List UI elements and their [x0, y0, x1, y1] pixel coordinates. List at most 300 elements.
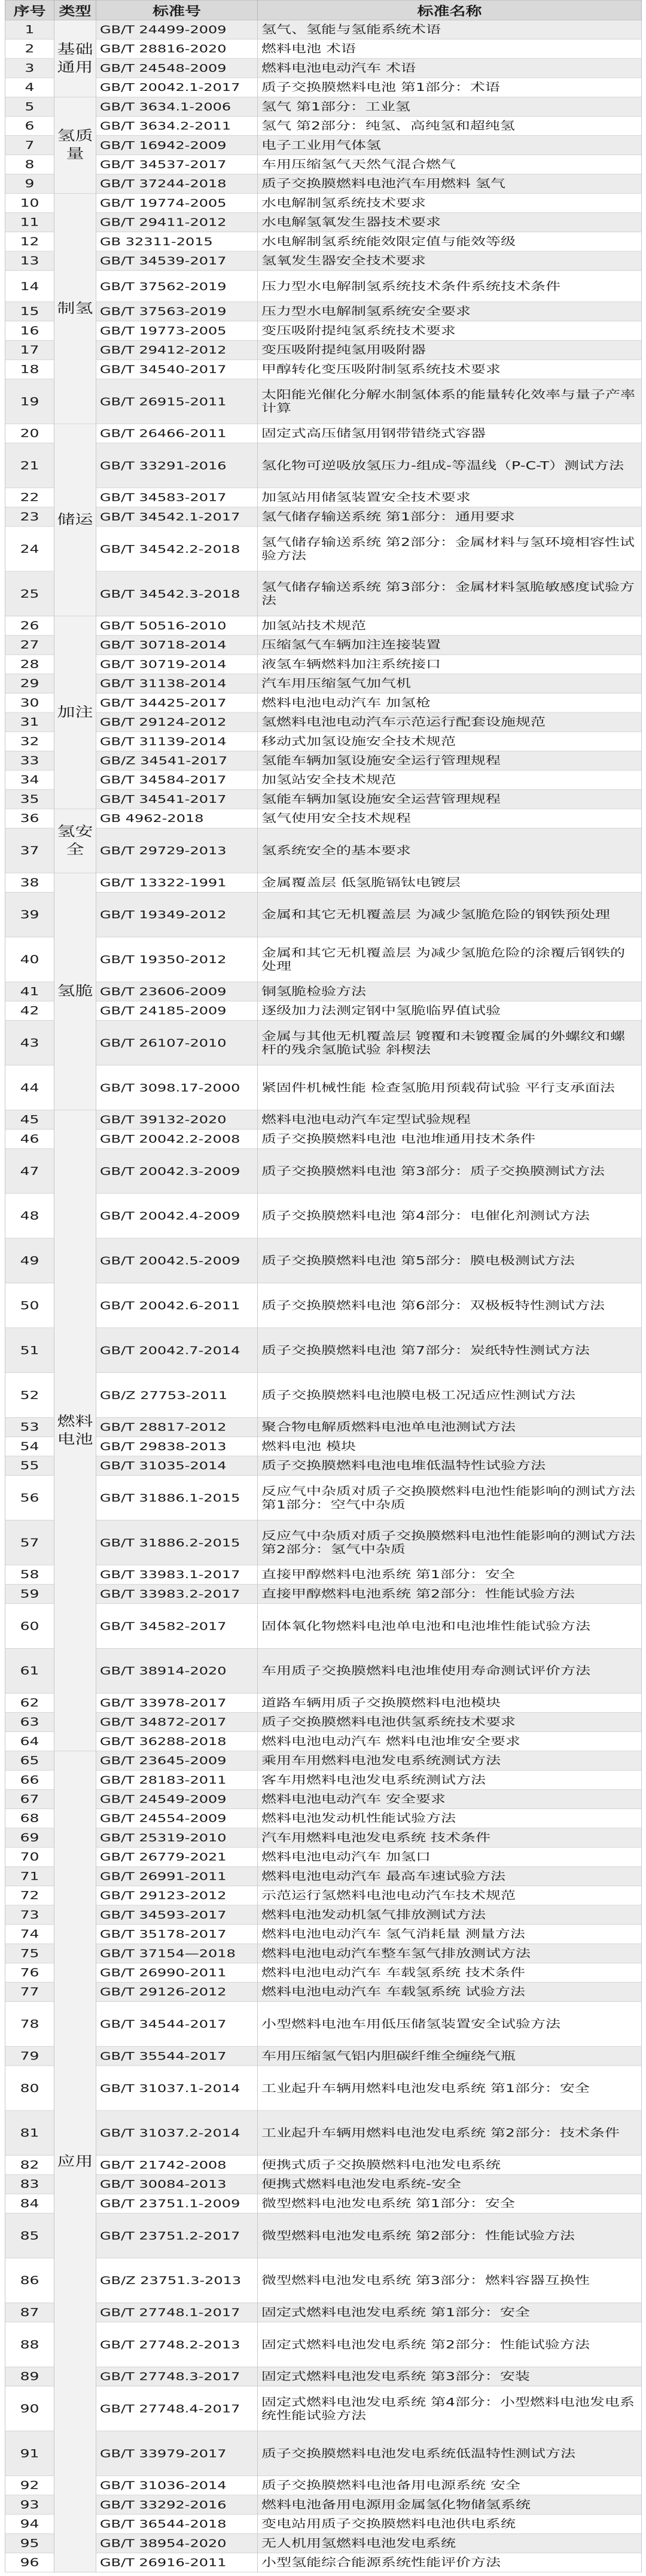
cell-standard-code: GB/T 31138-2014 [96, 674, 258, 693]
cell-standard-code: GB/T 34542.2-2018 [96, 526, 258, 571]
cell-standard-code: GB/T 34872-2017 [96, 1713, 258, 1732]
cell-index: 51 [5, 1328, 54, 1373]
table-row [5, 674, 642, 693]
cell-standard-code: GB/T 3098.17-2000 [96, 1065, 258, 1110]
table-row [5, 2258, 642, 2303]
table-row [5, 1944, 642, 1963]
cell-index: 73 [5, 1905, 54, 1925]
cell-standard-name: 质子交换膜燃料电池膜电极工况适应性测试方法 [258, 1373, 642, 1418]
table-header-row [5, 0, 642, 20]
cell-standard-code: GB/T 24548-2009 [96, 59, 258, 78]
cell-index: 92 [5, 2476, 54, 2495]
table-row [5, 751, 642, 770]
cell-standard-name: 太阳能光催化分解水制氢体系的能量转化效率与量子产率计算 [258, 379, 642, 424]
table-row [5, 1847, 642, 1866]
cell-index: 11 [5, 213, 54, 232]
cell-standard-code: GB/T 37244-2018 [96, 174, 258, 193]
cell-index: 17 [5, 340, 54, 360]
cell-index: 39 [5, 892, 54, 937]
cell-index: 81 [5, 2111, 54, 2155]
cell-index: 29 [5, 674, 54, 693]
cell-index: 46 [5, 1129, 54, 1149]
cell-index: 63 [5, 1713, 54, 1732]
cell-category: 制氢 [54, 193, 96, 424]
cell-standard-name: 直接甲醇燃料电池系统 第2部分：性能试验方法 [258, 1584, 642, 1603]
cell-standard-code: GB/T 31886.2-2015 [96, 1520, 258, 1565]
table-row [5, 20, 642, 39]
table-row [5, 1437, 642, 1456]
table-row [5, 1983, 642, 2002]
table-row [5, 39, 642, 59]
header-standard-code: 标准号 [96, 0, 258, 20]
table-row [5, 1475, 642, 1520]
cell-index: 72 [5, 1886, 54, 1905]
cell-index: 8 [5, 155, 54, 174]
cell-standard-code: GB/T 35544-2017 [96, 2047, 258, 2066]
cell-standard-name: 氢能车辆加氢设施安全运行管理规程 [258, 751, 642, 770]
cell-index: 49 [5, 1238, 54, 1283]
cell-index: 18 [5, 360, 54, 379]
table-row [5, 116, 642, 135]
table-row [5, 2367, 642, 2386]
cell-standard-name: 压力型水电解制氢系统安全要求 [258, 302, 642, 321]
table-row [5, 2386, 642, 2431]
cell-index: 20 [5, 424, 54, 443]
cell-standard-name: 便携式质子交换膜燃料电池发电系统 [258, 2155, 642, 2175]
table-row [5, 2476, 642, 2495]
cell-standard-name: 工业起升车辆用燃料电池发电系统 第2部分：技术条件 [258, 2111, 642, 2155]
cell-standard-code: GB/T 33292-2016 [96, 2495, 258, 2514]
table-row [5, 1021, 642, 1065]
cell-index: 75 [5, 1944, 54, 1963]
cell-standard-name: 氢气储存输送系统 第3部分：金属材料氢脆敏感度试验方法 [258, 571, 642, 616]
cell-standard-name: 车用压缩氢气天然气混合燃气 [258, 155, 642, 174]
table-row [5, 1905, 642, 1925]
table-row [5, 2155, 642, 2175]
cell-standard-name: 燃料电池电动汽车 最高车速试验方法 [258, 1866, 642, 1886]
cell-standard-code: GB/T 34583-2017 [96, 488, 258, 507]
cell-standard-name: 燃料电池电动汽车 燃料电池堆安全要求 [258, 1732, 642, 1751]
table-row [5, 771, 642, 790]
cell-index: 41 [5, 982, 54, 1001]
cell-standard-code: GB/T 34540-2017 [96, 360, 258, 379]
cell-standard-code: GB/T 20042.1-2017 [96, 78, 258, 97]
cell-index: 16 [5, 321, 54, 340]
cell-standard-code: GB/T 30718-2014 [96, 635, 258, 654]
cell-standard-code: GB/T 34544-2017 [96, 2002, 258, 2047]
cell-index: 57 [5, 1520, 54, 1565]
table-row [5, 1110, 642, 1129]
cell-standard-name: 质子交换膜燃料电池 第1部分：术语 [258, 78, 642, 97]
cell-standard-code: GB/T 31035-2014 [96, 1456, 258, 1475]
cell-standard-name: 燃料电池 术语 [258, 39, 642, 59]
cell-standard-code: GB/T 29412-2012 [96, 340, 258, 360]
table-row [5, 2553, 642, 2572]
cell-standard-name: 加氢站安全技术规范 [258, 771, 642, 790]
cell-standard-name: 燃料电池电动汽车整车氢气排放测试方法 [258, 1944, 642, 1963]
cell-standard-name: 燃料电池备用电源用金属氢化物储氢系统 [258, 2495, 642, 2514]
table-row [5, 1520, 642, 1565]
cell-index: 69 [5, 1828, 54, 1847]
table-row [5, 1065, 642, 1110]
cell-standard-code: GB/T 29123-2012 [96, 1886, 258, 1905]
table-row [5, 2175, 642, 2194]
cell-standard-code: GB/T 25319-2010 [96, 1828, 258, 1847]
cell-standard-code: GB/T 24185-2009 [96, 1001, 258, 1020]
table-row [5, 340, 642, 360]
cell-standard-code: GB/T 26916-2011 [96, 2553, 258, 2572]
cell-standard-code: GB/T 3634.2-2011 [96, 116, 258, 135]
cell-standard-name: 质子交换膜燃料电池汽车用燃料 氢气 [258, 174, 642, 193]
cell-category: 加注 [54, 616, 96, 809]
cell-index: 44 [5, 1065, 54, 1110]
cell-index: 2 [5, 39, 54, 59]
cell-index: 26 [5, 616, 54, 635]
cell-standard-name: 微型燃料电池发电系统 第3部分：燃料容器互换性 [258, 2258, 642, 2303]
cell-standard-name: 固定式燃料电池发电系统 第2部分：性能试验方法 [258, 2322, 642, 2367]
cell-standard-code: GB/T 34584-2017 [96, 771, 258, 790]
table-row [5, 937, 642, 982]
cell-index: 40 [5, 937, 54, 982]
cell-index: 1 [5, 20, 54, 39]
cell-standard-name: 液氢车辆燃料加注系统接口 [258, 654, 642, 674]
cell-index: 85 [5, 2213, 54, 2258]
cell-index: 10 [5, 193, 54, 212]
cell-standard-code: GB/T 19773-2005 [96, 321, 258, 340]
cell-index: 48 [5, 1193, 54, 1238]
cell-standard-code: GB/T 31886.1-2015 [96, 1475, 258, 1520]
table-row [5, 635, 642, 654]
cell-standard-name: 变电站用质子交换膜燃料电池供电系统 [258, 2514, 642, 2534]
table-row [5, 193, 642, 212]
table-row [5, 654, 642, 674]
cell-standard-code: GB/T 16942-2009 [96, 136, 258, 155]
cell-standard-name: 氢气、氢能与氢能系统术语 [258, 20, 642, 39]
cell-standard-code: GB/T 24499-2009 [96, 20, 258, 39]
table-row [5, 732, 642, 751]
cell-standard-name: 聚合物电解质燃料电池单电池测试方法 [258, 1418, 642, 1437]
cell-standard-name: 金属与其他无机覆盖层 镀覆和未镀覆金属的外螺纹和螺杆的残余氢脆试验 斜楔法 [258, 1021, 642, 1065]
cell-standard-name: 压缩氢气车辆加注连接装置 [258, 635, 642, 654]
cell-index: 54 [5, 1437, 54, 1456]
cell-standard-name: 反应气中杂质对质子交换膜燃料电池性能影响的测试方法 第1部分：空气中杂质 [258, 1475, 642, 1520]
cell-standard-code: GB/T 20042.6-2011 [96, 1283, 258, 1328]
cell-standard-code: GB/T 28817-2012 [96, 1418, 258, 1437]
cell-index: 38 [5, 873, 54, 892]
cell-standard-code: GB/T 19350-2012 [96, 937, 258, 982]
cell-standard-name: 金属覆盖层 低氢脆镉钛电镀层 [258, 873, 642, 892]
cell-index: 14 [5, 270, 54, 302]
cell-standard-code: GB/Z 27753-2011 [96, 1373, 258, 1418]
table-row [5, 828, 642, 873]
cell-index: 96 [5, 2553, 54, 2572]
cell-standard-name: 质子交换膜燃料电池 第3部分：质子交换膜测试方法 [258, 1149, 642, 1193]
cell-standard-code: GB/T 13322-1991 [96, 873, 258, 892]
cell-standard-code: GB 32311-2015 [96, 232, 258, 251]
table-row [5, 2194, 642, 2213]
cell-index: 58 [5, 1565, 54, 1584]
cell-standard-name: 变压吸附提纯氢系统技术要求 [258, 321, 642, 340]
cell-standard-name: 直接甲醇燃料电池系统 第1部分：安全 [258, 1565, 642, 1584]
cell-standard-code: GB/T 33291-2016 [96, 443, 258, 488]
cell-index: 80 [5, 2066, 54, 2111]
table-row [5, 232, 642, 251]
cell-standard-name: 氢气储存输送系统 第1部分：通用要求 [258, 507, 642, 526]
cell-category: 燃料电池 [54, 1110, 96, 1751]
cell-standard-name: 微型燃料电池发电系统 第1部分：安全 [258, 2194, 642, 2213]
table-row [5, 136, 642, 155]
table-row [5, 1373, 642, 1418]
cell-category: 氢脆 [54, 873, 96, 1110]
cell-standard-code: GB/T 27748.4-2017 [96, 2386, 258, 2431]
table-row [5, 526, 642, 571]
cell-index: 32 [5, 732, 54, 751]
table-row [5, 2534, 642, 2553]
cell-standard-code: GB/T 24549-2009 [96, 1789, 258, 1808]
table-row [5, 488, 642, 507]
table-row [5, 251, 642, 270]
cell-standard-name: 无人机用氢燃料电池发电系统 [258, 2534, 642, 2553]
cell-standard-code: GB/T 33983.2-2017 [96, 1584, 258, 1603]
table-row [5, 790, 642, 809]
cell-standard-name: 燃料电池发动机氢气排放测试方法 [258, 1905, 642, 1925]
cell-index: 88 [5, 2322, 54, 2367]
cell-standard-name: 氢化物可逆吸放氢压力-组成-等温线（P-C-T）测试方法 [258, 443, 642, 488]
cell-standard-name: 质子交换膜燃料电池供氢系统技术要求 [258, 1713, 642, 1732]
cell-index: 76 [5, 1963, 54, 1982]
cell-index: 25 [5, 571, 54, 616]
table-row [5, 1328, 642, 1373]
table-row [5, 1648, 642, 1693]
cell-standard-name: 变压吸附提纯氢用吸附器 [258, 340, 642, 360]
table-row [5, 360, 642, 379]
table-row [5, 616, 642, 635]
cell-standard-code: GB/T 34425-2017 [96, 693, 258, 712]
table-row [5, 2066, 642, 2111]
cell-standard-name: 燃料电池发动机性能试验方法 [258, 1809, 642, 1828]
cell-index: 21 [5, 443, 54, 488]
cell-standard-name: 质子交换膜燃料电池 第4部分：电催化剂测试方法 [258, 1193, 642, 1238]
cell-standard-code: GB/T 29411-2012 [96, 213, 258, 232]
table-row [5, 1770, 642, 1789]
cell-index: 53 [5, 1418, 54, 1437]
cell-standard-code: GB/T 20042.5-2009 [96, 1238, 258, 1283]
cell-standard-code: GB/T 37562-2019 [96, 270, 258, 302]
cell-standard-name: 示范运行氢燃料电池电动汽车技术规范 [258, 1886, 642, 1905]
table-row [5, 2047, 642, 2066]
cell-standard-name: 加氢站用储氢装置安全技术要求 [258, 488, 642, 507]
cell-category: 基础通用 [54, 20, 96, 97]
cell-standard-code: GB/T 28183-2011 [96, 1770, 258, 1789]
cell-standard-name: 质子交换膜燃料电池备用电源系统 安全 [258, 2476, 642, 2495]
cell-index: 82 [5, 2155, 54, 2175]
table-row [5, 1963, 642, 1982]
table-row [5, 982, 642, 1001]
cell-index: 33 [5, 751, 54, 770]
cell-standard-name: 固定式燃料电池发电系统 第4部分：小型燃料电池发电系统性能试验方法 [258, 2386, 642, 2431]
cell-index: 74 [5, 1925, 54, 1944]
table-row [5, 693, 642, 712]
cell-standard-name: 逐级加力法测定钢中氢脆临界值试验 [258, 1001, 642, 1020]
cell-index: 94 [5, 2514, 54, 2534]
table-row [5, 321, 642, 340]
cell-standard-name: 质子交换膜燃料电池 电池堆通用技术条件 [258, 1129, 642, 1149]
cell-standard-code: GB/T 50516-2010 [96, 616, 258, 635]
table-row [5, 424, 642, 443]
cell-standard-name: 微型燃料电池发电系统 第2部分：性能试验方法 [258, 2213, 642, 2258]
cell-standard-name: 燃料电池 模块 [258, 1437, 642, 1456]
cell-index: 66 [5, 1770, 54, 1789]
standards-table [5, 0, 642, 2572]
cell-standard-code: GB/T 39132-2020 [96, 1110, 258, 1129]
cell-index: 7 [5, 136, 54, 155]
table-row [5, 155, 642, 174]
cell-standard-name: 燃料电池电动汽车 加氢枪 [258, 693, 642, 712]
table-row [5, 213, 642, 232]
cell-standard-name: 金属和其它无机覆盖层 为减少氢脆危险的涂覆后钢铁的处理 [258, 937, 642, 982]
cell-index: 52 [5, 1373, 54, 1418]
table-row [5, 1456, 642, 1475]
cell-index: 95 [5, 2534, 54, 2553]
cell-index: 84 [5, 2194, 54, 2213]
cell-standard-name: 燃料电池电动汽车 术语 [258, 59, 642, 78]
cell-standard-code: GB/T 26991-2011 [96, 1866, 258, 1886]
table-row [5, 1129, 642, 1149]
cell-standard-code: GB/T 31037.2-2014 [96, 2111, 258, 2155]
cell-standard-name: 燃料电池电动汽车 车载氢系统 技术条件 [258, 1963, 642, 1982]
table-row [5, 1886, 642, 1905]
cell-standard-code: GB/T 23751.1-2009 [96, 2194, 258, 2213]
cell-standard-code: GB/T 27748.2-2013 [96, 2322, 258, 2367]
table-row [5, 892, 642, 937]
table-row [5, 1418, 642, 1437]
header-type: 类型 [54, 0, 96, 20]
cell-standard-name: 加氢站技术规范 [258, 616, 642, 635]
cell-standard-name: 燃料电池电动汽车 安全要求 [258, 1789, 642, 1808]
cell-index: 9 [5, 174, 54, 193]
cell-index: 28 [5, 654, 54, 674]
cell-index: 42 [5, 1001, 54, 1020]
table-row [5, 1732, 642, 1751]
cell-standard-code: GB/T 33983.1-2017 [96, 1565, 258, 1584]
cell-standard-code: GB/Z 34541-2017 [96, 751, 258, 770]
cell-standard-name: 燃料电池电动汽车定型试验规程 [258, 1110, 642, 1129]
cell-standard-code: GB/Z 23751.3-2013 [96, 2258, 258, 2303]
cell-index: 6 [5, 116, 54, 135]
cell-standard-code: GB/T 20042.3-2009 [96, 1149, 258, 1193]
cell-standard-code: GB/T 20042.2-2008 [96, 1129, 258, 1149]
cell-index: 93 [5, 2495, 54, 2514]
cell-standard-code: GB/T 34593-2017 [96, 1905, 258, 1925]
cell-standard-code: GB/T 29126-2012 [96, 1983, 258, 2002]
cell-standard-name: 车用质子交换膜燃料电池堆使用寿命测试评价方法 [258, 1648, 642, 1693]
cell-standard-name: 水电解制氢系统能效限定值与能效等级 [258, 232, 642, 251]
cell-index: 23 [5, 507, 54, 526]
cell-standard-name: 氢系统安全的基本要求 [258, 828, 642, 873]
table-row [5, 2002, 642, 2047]
cell-standard-code: GB/T 38954-2020 [96, 2534, 258, 2553]
header-standard-name: 标准名称 [258, 0, 642, 20]
cell-index: 60 [5, 1603, 54, 1648]
cell-standard-name: 燃料电池电动汽车 车载氢系统 试验方法 [258, 1983, 642, 2002]
table-row [5, 59, 642, 78]
cell-standard-code: GB/T 26779-2021 [96, 1847, 258, 1866]
table-row [5, 2303, 642, 2322]
cell-standard-code: GB/T 19774-2005 [96, 193, 258, 212]
table-row [5, 2495, 642, 2514]
cell-index: 45 [5, 1110, 54, 1129]
table-row [5, 1809, 642, 1828]
cell-standard-name: 车用压缩氢气铝内胆碳纤维全缠绕气瓶 [258, 2047, 642, 2066]
cell-index: 86 [5, 2258, 54, 2303]
table-row [5, 571, 642, 616]
cell-standard-name: 道路车辆用质子交换膜燃料电池模块 [258, 1693, 642, 1712]
table-row [5, 174, 642, 193]
cell-index: 5 [5, 97, 54, 116]
cell-standard-name: 氢气使用安全技术规程 [258, 809, 642, 828]
cell-index: 70 [5, 1847, 54, 1866]
table-row [5, 2431, 642, 2476]
cell-standard-name: 移动式加氢设施安全技术规范 [258, 732, 642, 751]
cell-index: 61 [5, 1648, 54, 1693]
cell-index: 87 [5, 2303, 54, 2322]
cell-standard-name: 反应气中杂质对质子交换膜燃料电池性能影响的测试方法 第2部分：氢气中杂质 [258, 1520, 642, 1565]
cell-standard-name: 氢气储存输送系统 第2部分：金属材料与氢环境相容性试验方法 [258, 526, 642, 571]
cell-standard-code: GB/T 23606-2009 [96, 982, 258, 1001]
header-index: 序号 [5, 0, 54, 20]
cell-standard-name: 氢气 第1部分：工业氢 [258, 97, 642, 116]
cell-standard-code: GB/T 31037.1-2014 [96, 2066, 258, 2111]
cell-standard-code: GB/T 34582-2017 [96, 1603, 258, 1648]
cell-standard-code: GB/T 27748.1-2017 [96, 2303, 258, 2322]
table-row [5, 809, 642, 828]
cell-standard-name: 质子交换膜燃料电池发电系统低温特性测试方法 [258, 2431, 642, 2476]
cell-index: 27 [5, 635, 54, 654]
cell-standard-name: 紧固件机械性能 检查氢脆用预载荷试验 平行支承面法 [258, 1065, 642, 1110]
cell-standard-name: 燃料电池电动汽车 氢气消耗量 测量方法 [258, 1925, 642, 1944]
cell-index: 78 [5, 2002, 54, 2047]
cell-index: 30 [5, 693, 54, 712]
cell-index: 77 [5, 1983, 54, 2002]
cell-index: 67 [5, 1789, 54, 1808]
cell-standard-code: GB/T 26915-2011 [96, 379, 258, 424]
cell-standard-code: GB/T 37154—2018 [96, 1944, 258, 1963]
cell-standard-name: 客车用燃料电池发电系统测试方法 [258, 1770, 642, 1789]
table-row [5, 1866, 642, 1886]
table-row [5, 507, 642, 526]
cell-index: 31 [5, 712, 54, 732]
cell-category: 应用 [54, 1751, 96, 2572]
table-row [5, 712, 642, 732]
table-row [5, 1238, 642, 1283]
cell-index: 15 [5, 302, 54, 321]
cell-index: 19 [5, 379, 54, 424]
table-row [5, 1149, 642, 1193]
cell-standard-code: GB/T 34542.3-2018 [96, 571, 258, 616]
cell-standard-code: GB/T 37563-2019 [96, 302, 258, 321]
cell-standard-code: GB/T 29729-2013 [96, 828, 258, 873]
cell-standard-name: 小型氢能综合能源系统性能评价方法 [258, 2553, 642, 2572]
cell-standard-name: 质子交换膜燃料电池 第5部分：膜电极测试方法 [258, 1238, 642, 1283]
table-body [5, 20, 642, 2572]
table-row [5, 1584, 642, 1603]
table-row [5, 1603, 642, 1648]
cell-category: 氢安全 [54, 809, 96, 873]
cell-index: 35 [5, 790, 54, 809]
table-row [5, 873, 642, 892]
cell-standard-code: GB/T 36288-2018 [96, 1732, 258, 1751]
cell-standard-code: GB/T 35178-2017 [96, 1925, 258, 1944]
